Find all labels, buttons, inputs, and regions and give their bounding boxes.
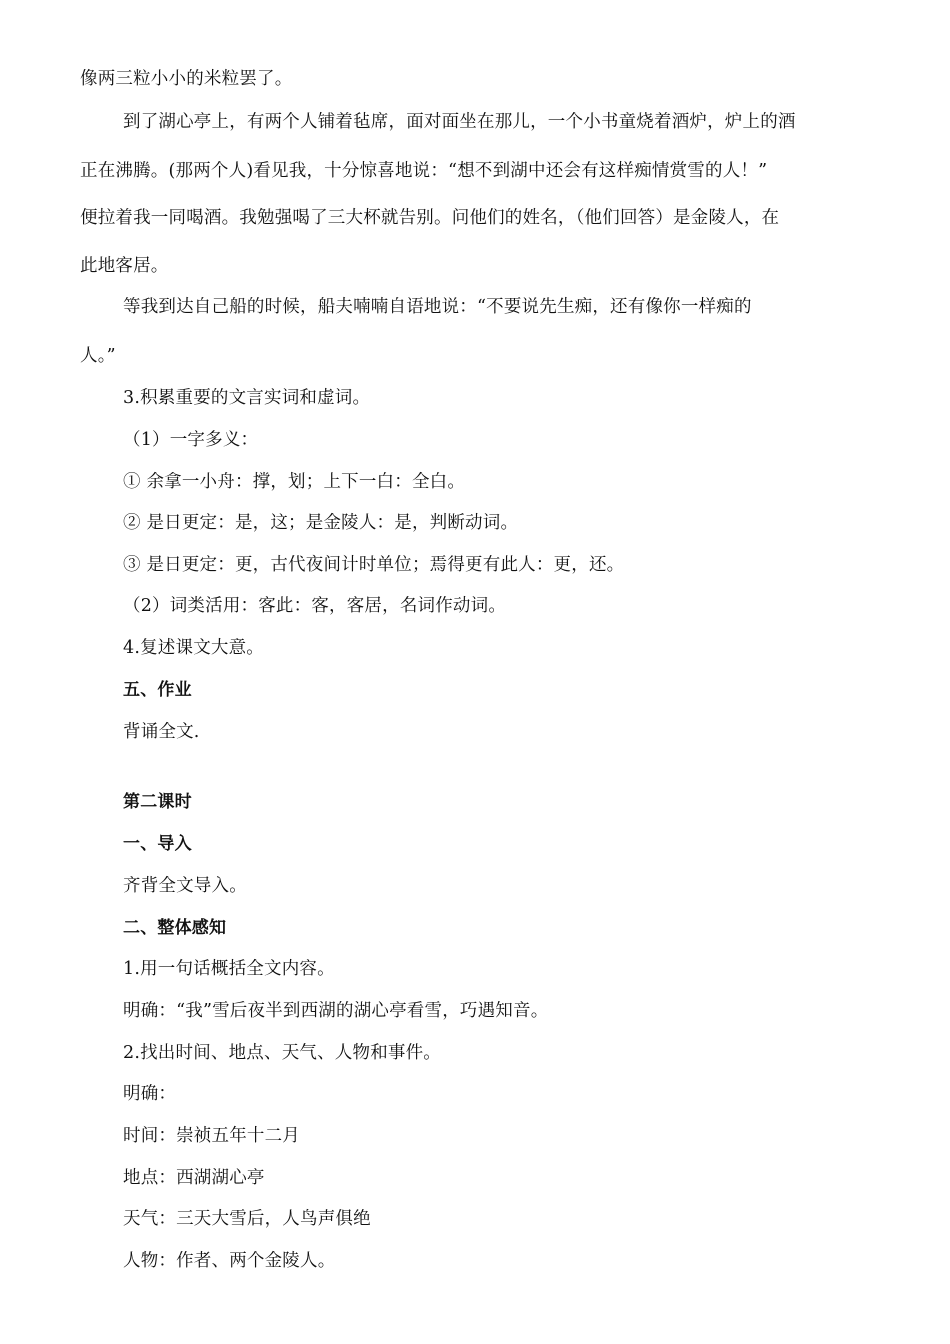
list-item: 4.复述课文大意。 bbox=[123, 638, 264, 658]
paragraph-line: 等我到达自己船的时候，船夫喃喃自语地说：“不要说先生痴，还有像你一样痴的 bbox=[123, 297, 752, 317]
list-item: （1）一字多义： bbox=[123, 430, 259, 450]
list-item: ③ 是日更定：更，古代夜间计时单位；焉得更有此人：更，还。 bbox=[123, 555, 625, 575]
paragraph-line: 明确： bbox=[123, 1084, 177, 1104]
list-item: ② 是日更定：是，这；是金陵人：是，判断动词。 bbox=[123, 513, 519, 533]
paragraph-line: 人物：作者、两个金陵人。 bbox=[123, 1251, 336, 1271]
section-heading: 五、作业 bbox=[123, 680, 192, 700]
section-heading: 二、整体感知 bbox=[123, 918, 227, 938]
list-item: 2.找出时间、地点、天气、人物和事件。 bbox=[123, 1043, 441, 1063]
list-item: 3.积累重要的文言实词和虚词。 bbox=[123, 388, 371, 408]
lesson-heading: 第二课时 bbox=[123, 792, 192, 812]
section-heading: 一、导入 bbox=[123, 834, 192, 854]
paragraph-line: 齐背全文导入。 bbox=[123, 876, 247, 896]
list-item: （2）词类活用：客此：客，客居，名词作动词。 bbox=[123, 596, 507, 616]
paragraph-line: 正在沸腾。(那两个人)看见我，十分惊喜地说：“想不到湖中还会有这样痴情赏雪的人！” bbox=[80, 161, 768, 181]
paragraph-line: 背诵全文. bbox=[123, 722, 200, 742]
paragraph-line: 地点：西湖湖心亭 bbox=[123, 1168, 265, 1188]
paragraph-line: 像两三粒小小的米粒罢了。 bbox=[80, 69, 293, 89]
paragraph-line: 明确：“我”雪后夜半到西湖的湖心亭看雪，巧遇知音。 bbox=[123, 1001, 549, 1021]
list-item: 1.用一句话概括全文内容。 bbox=[123, 959, 335, 979]
paragraph-line: 人。” bbox=[80, 346, 116, 366]
paragraph-line: 到了湖心亭上，有两个人铺着毡席，面对面坐在那儿，一个小书童烧着酒炉，炉上的酒 bbox=[123, 112, 796, 132]
paragraph-line: 此地客居。 bbox=[80, 256, 169, 276]
paragraph-line: 天气：三天大雪后，人鸟声俱绝 bbox=[123, 1209, 371, 1229]
list-item: ① 余拿一小舟：撑，划；上下一白：全白。 bbox=[123, 472, 466, 492]
paragraph-line: 便拉着我一同喝酒。我勉强喝了三大杯就告别。问他们的姓名，（他们回答）是金陵人，在 bbox=[80, 208, 780, 228]
paragraph-line: 时间：崇祯五年十二月 bbox=[123, 1126, 300, 1146]
